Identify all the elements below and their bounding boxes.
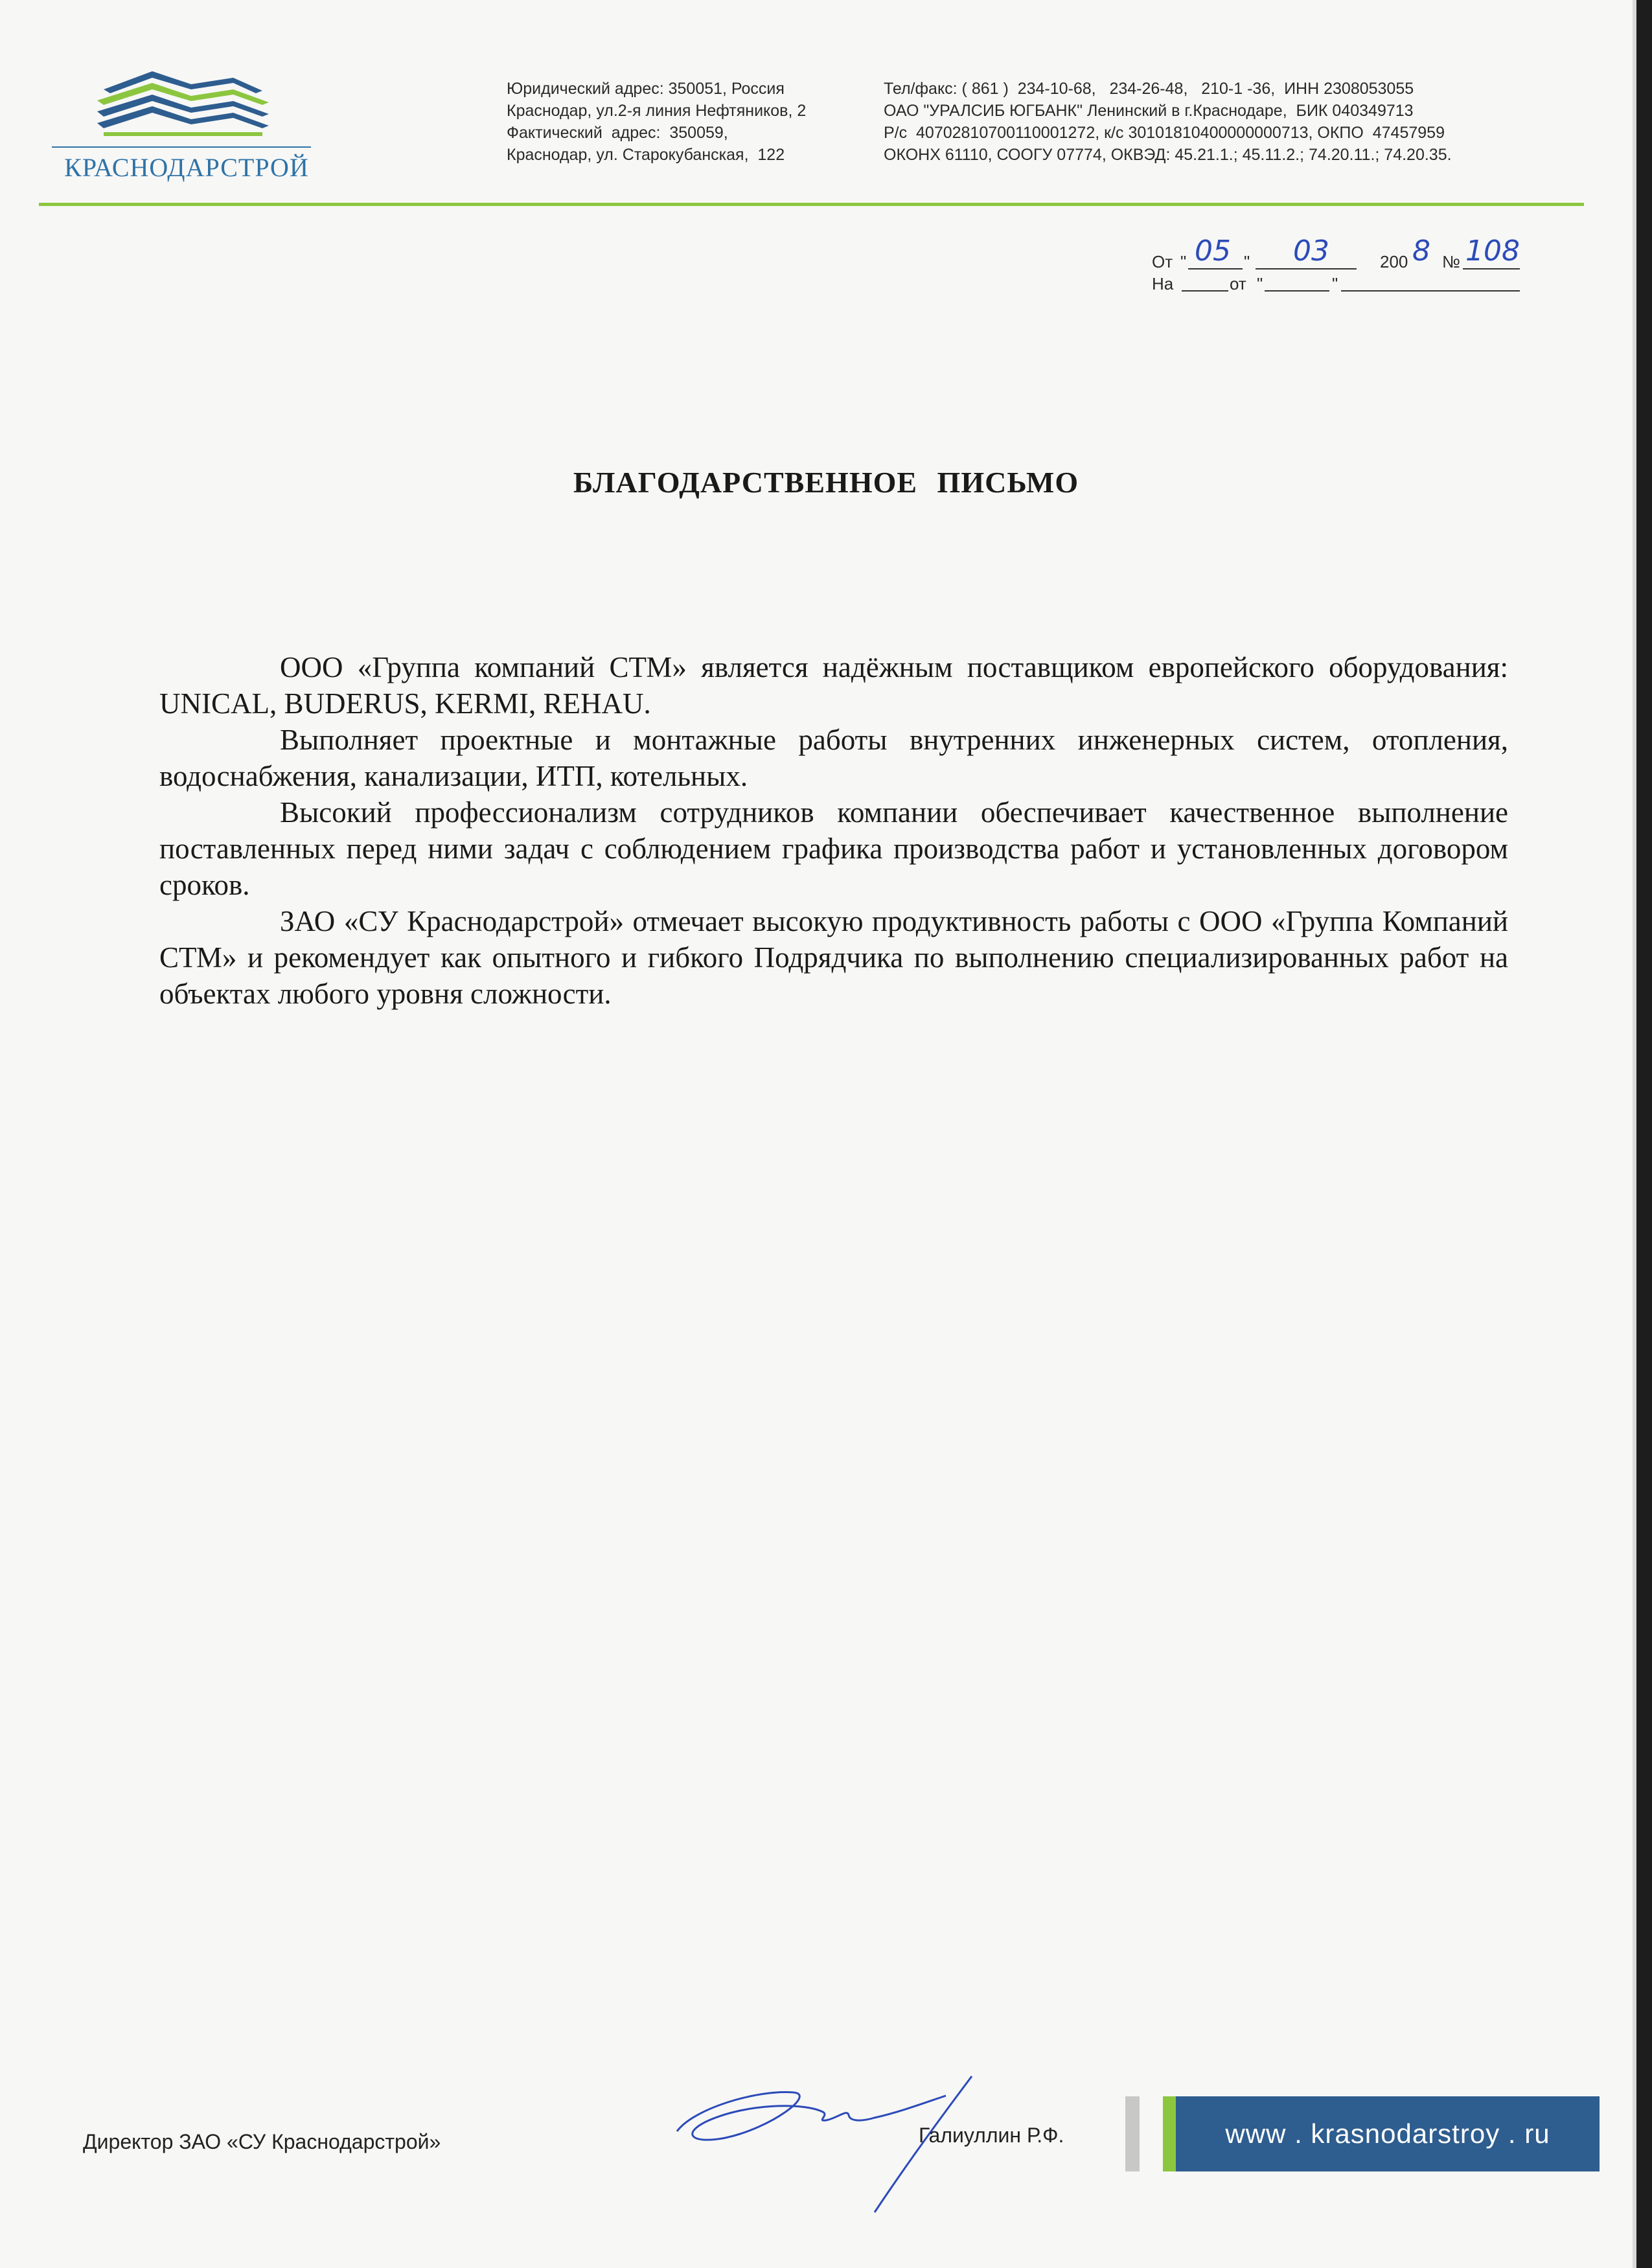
company-address	[507, 78, 806, 166]
signer-title: Директор ЗАО «СУ Краснодарстрой»	[83, 2130, 441, 2153]
company-requisites	[884, 78, 1452, 166]
quote-mark: "	[1180, 252, 1187, 271]
address-line: Фактический адрес: 350059,	[507, 124, 728, 142]
quote-mark: "	[1257, 274, 1263, 293]
reply-date-blank	[1265, 267, 1329, 292]
to-label: На	[1152, 274, 1174, 293]
logo-company-name: КРАСНОДАРСТРОЙ	[64, 153, 309, 182]
logo-underline	[52, 146, 311, 148]
body-paragraph: ООО «Группа компаний СТМ» является надёжным поставщиком европейского оборудования: UNICAL, BUDERUS, KERMI, REHAU.	[159, 651, 1508, 720]
to-from-label: от	[1230, 274, 1246, 293]
reply-rest-blank	[1341, 267, 1520, 292]
address-line: Краснодар, ул.2-я линия Нефтяников, 2	[507, 102, 807, 120]
day-value: 05	[1195, 235, 1231, 268]
from-label: От	[1152, 252, 1173, 271]
number-label: №	[1442, 252, 1460, 271]
website-banner: www . krasnodarstroy . ru	[1176, 2096, 1600, 2171]
year-suffix: 8	[1412, 235, 1430, 268]
requisites-line: Тел/факс: ( 861 ) 234-10-68, 234-26-48, 210-1 -36, ИНН 2308053055	[884, 80, 1414, 98]
document-title: БЛАГОДАРСТВЕННОЕ ПИСЬМО	[573, 466, 1079, 499]
footer-green-bar	[1163, 2096, 1176, 2171]
quote-mark: "	[1332, 274, 1338, 293]
address-line: Краснодар, ул. Старокубанская, 122	[507, 146, 785, 164]
month-value: 03	[1293, 235, 1329, 268]
letter-body	[159, 649, 1508, 1012]
reply-number-blank	[1182, 267, 1228, 292]
year-prefix: 200	[1380, 252, 1408, 271]
building-logo-icon	[78, 65, 285, 143]
letter-number: 108	[1465, 235, 1520, 268]
letter-reference	[1152, 235, 1541, 312]
header-divider	[39, 203, 1584, 206]
page-edge	[1636, 0, 1652, 2268]
signer-name: Галиуллин Р.Ф.	[919, 2124, 1064, 2147]
body-paragraph: Выполняет проектные и монтажные работы внутренних инженерных систем, отопления, водоснабжения, канализации, ИТП, котельных.	[159, 724, 1508, 792]
footer-gray-bar	[1125, 2096, 1140, 2171]
reference-reply-line	[1152, 274, 1541, 312]
requisites-line: ОКОНХ 61110, СООГУ 07774, ОКВЭД: 45.21.1.; 45.11.2.; 74.20.11.; 74.20.35.	[884, 146, 1452, 164]
address-line: Юридический адрес: 350051, Россия	[507, 80, 785, 98]
body-paragraph: ЗАО «СУ Краснодарстрой» отмечает высокую продуктивность работы с ООО «Группа Компаний СТМ» и рекомендует как опытного и гибкого Подрядчика по выполнению специализированных работ на объектах любого уровня сложности.	[159, 905, 1508, 1010]
company-logo	[52, 65, 311, 188]
requisites-line: ОАО "УРАЛСИБ ЮГБАНК" Ленинский в г.Краснодаре, БИК 040349713	[884, 102, 1414, 120]
requisites-line: Р/с 40702810700110001272, к/с 30101810400000000713, ОКПО 47457959	[884, 124, 1445, 142]
quote-mark: "	[1244, 252, 1250, 271]
body-paragraph: Высокий профессионализм сотрудников компании обеспечивает качественное выполнение поставленных перед ними задач с соблюдением графика производства работ и установленных договором сроков.	[159, 796, 1508, 901]
